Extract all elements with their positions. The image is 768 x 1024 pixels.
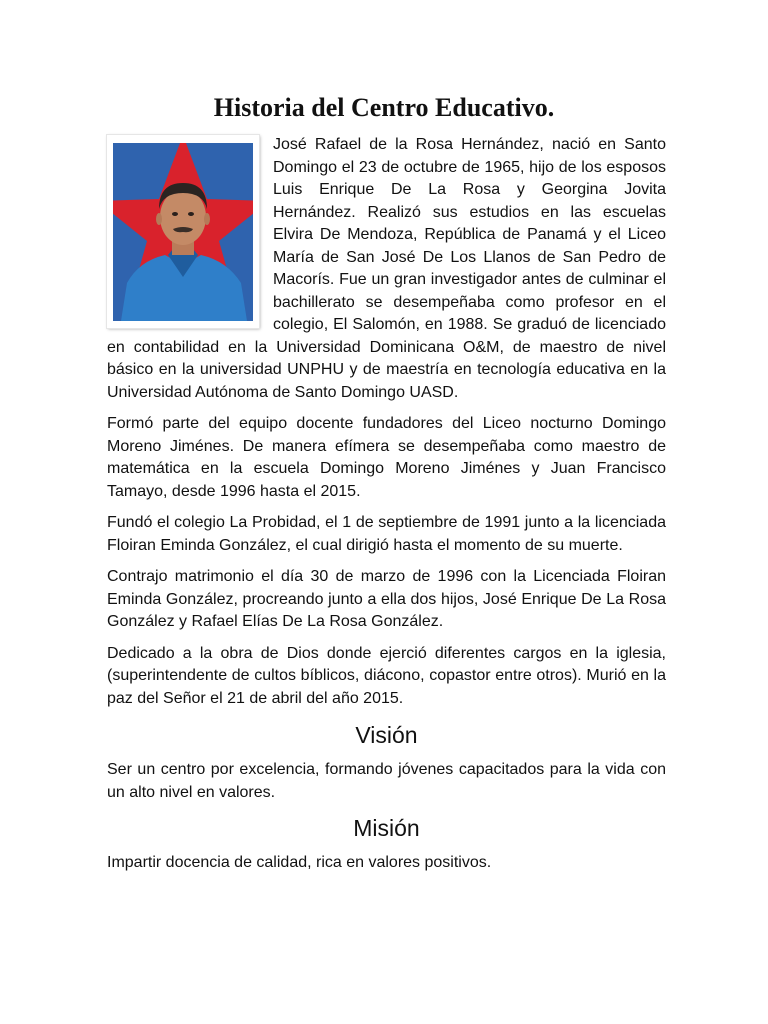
biography-paragraph-5: Dedicado a la obra de Dios donde ejerció diferentes cargos en la iglesia, (superintendente de cultos bíblicos, diácono, copastor entre otros). Murió en la paz del Señor el 21 de abril del año 2015. [107, 644, 666, 707]
portrait-image [113, 143, 253, 321]
vision-heading: Visión [355, 722, 418, 748]
biography-paragraph-1: José Rafael de la Rosa Hernández, nació en Santo Domingo el 23 de octubre de 1965, hijo de los esposos Luis Enrique De La Rosa y Georgina Jovita Hernández. Realizó sus estudios en las escuelas Elvira De Mendoza, República de Panamá y el Liceo María de San José De Los Llanos de San Pedro de Macorís. Fue un gran investigador antes de culminar el bachillerato se desempeñaba como profesor en el colegio, El Salomón, en 1988. Se graduó de licenciado en contabilidad en la Universidad Dominicana O&M, de maestro de nivel básico en la universidad UNPHU y de maestría en tecnología educativa en la Universidad Autónoma de Santo Domingo UASD. [107, 136, 666, 401]
portrait-photo [107, 135, 259, 328]
mission-heading: Misión [353, 815, 420, 841]
vision-text: Ser un centro por excelencia, formando jóvenes capacitados para la vida con un alto nivel en valores. [107, 761, 666, 801]
biography-paragraph-2: Formó parte del equipo docente fundadores del Liceo nocturno Domingo Moreno Jiménes. De manera efímera se desempeñaba como maestro de matemática en la escuela Domingo Moreno Jiménes y Juan Francisco Tamayo, desde 1996 hasta el 2015. [107, 415, 666, 500]
biography-paragraph-4: Contrajo matrimonio el día 30 de marzo de 1996 con la Licenciada Floiran Eminda González, procreando junto a ella dos hijos, José Enrique De La Rosa González y Rafael Elías De La Rosa González. [107, 568, 666, 630]
biography-paragraph-3: Fundó el colegio La Probidad, el 1 de septiembre de 1991 junto a la licenciada Floiran Eminda González, el cual dirigió hasta el momento de su muerte. [107, 514, 666, 554]
document-title: Historia del Centro Educativo. [213, 93, 555, 122]
mission-text: Impartir docencia de calidad, rica en valores positivos. [107, 854, 492, 871]
document-body [107, 134, 666, 884]
